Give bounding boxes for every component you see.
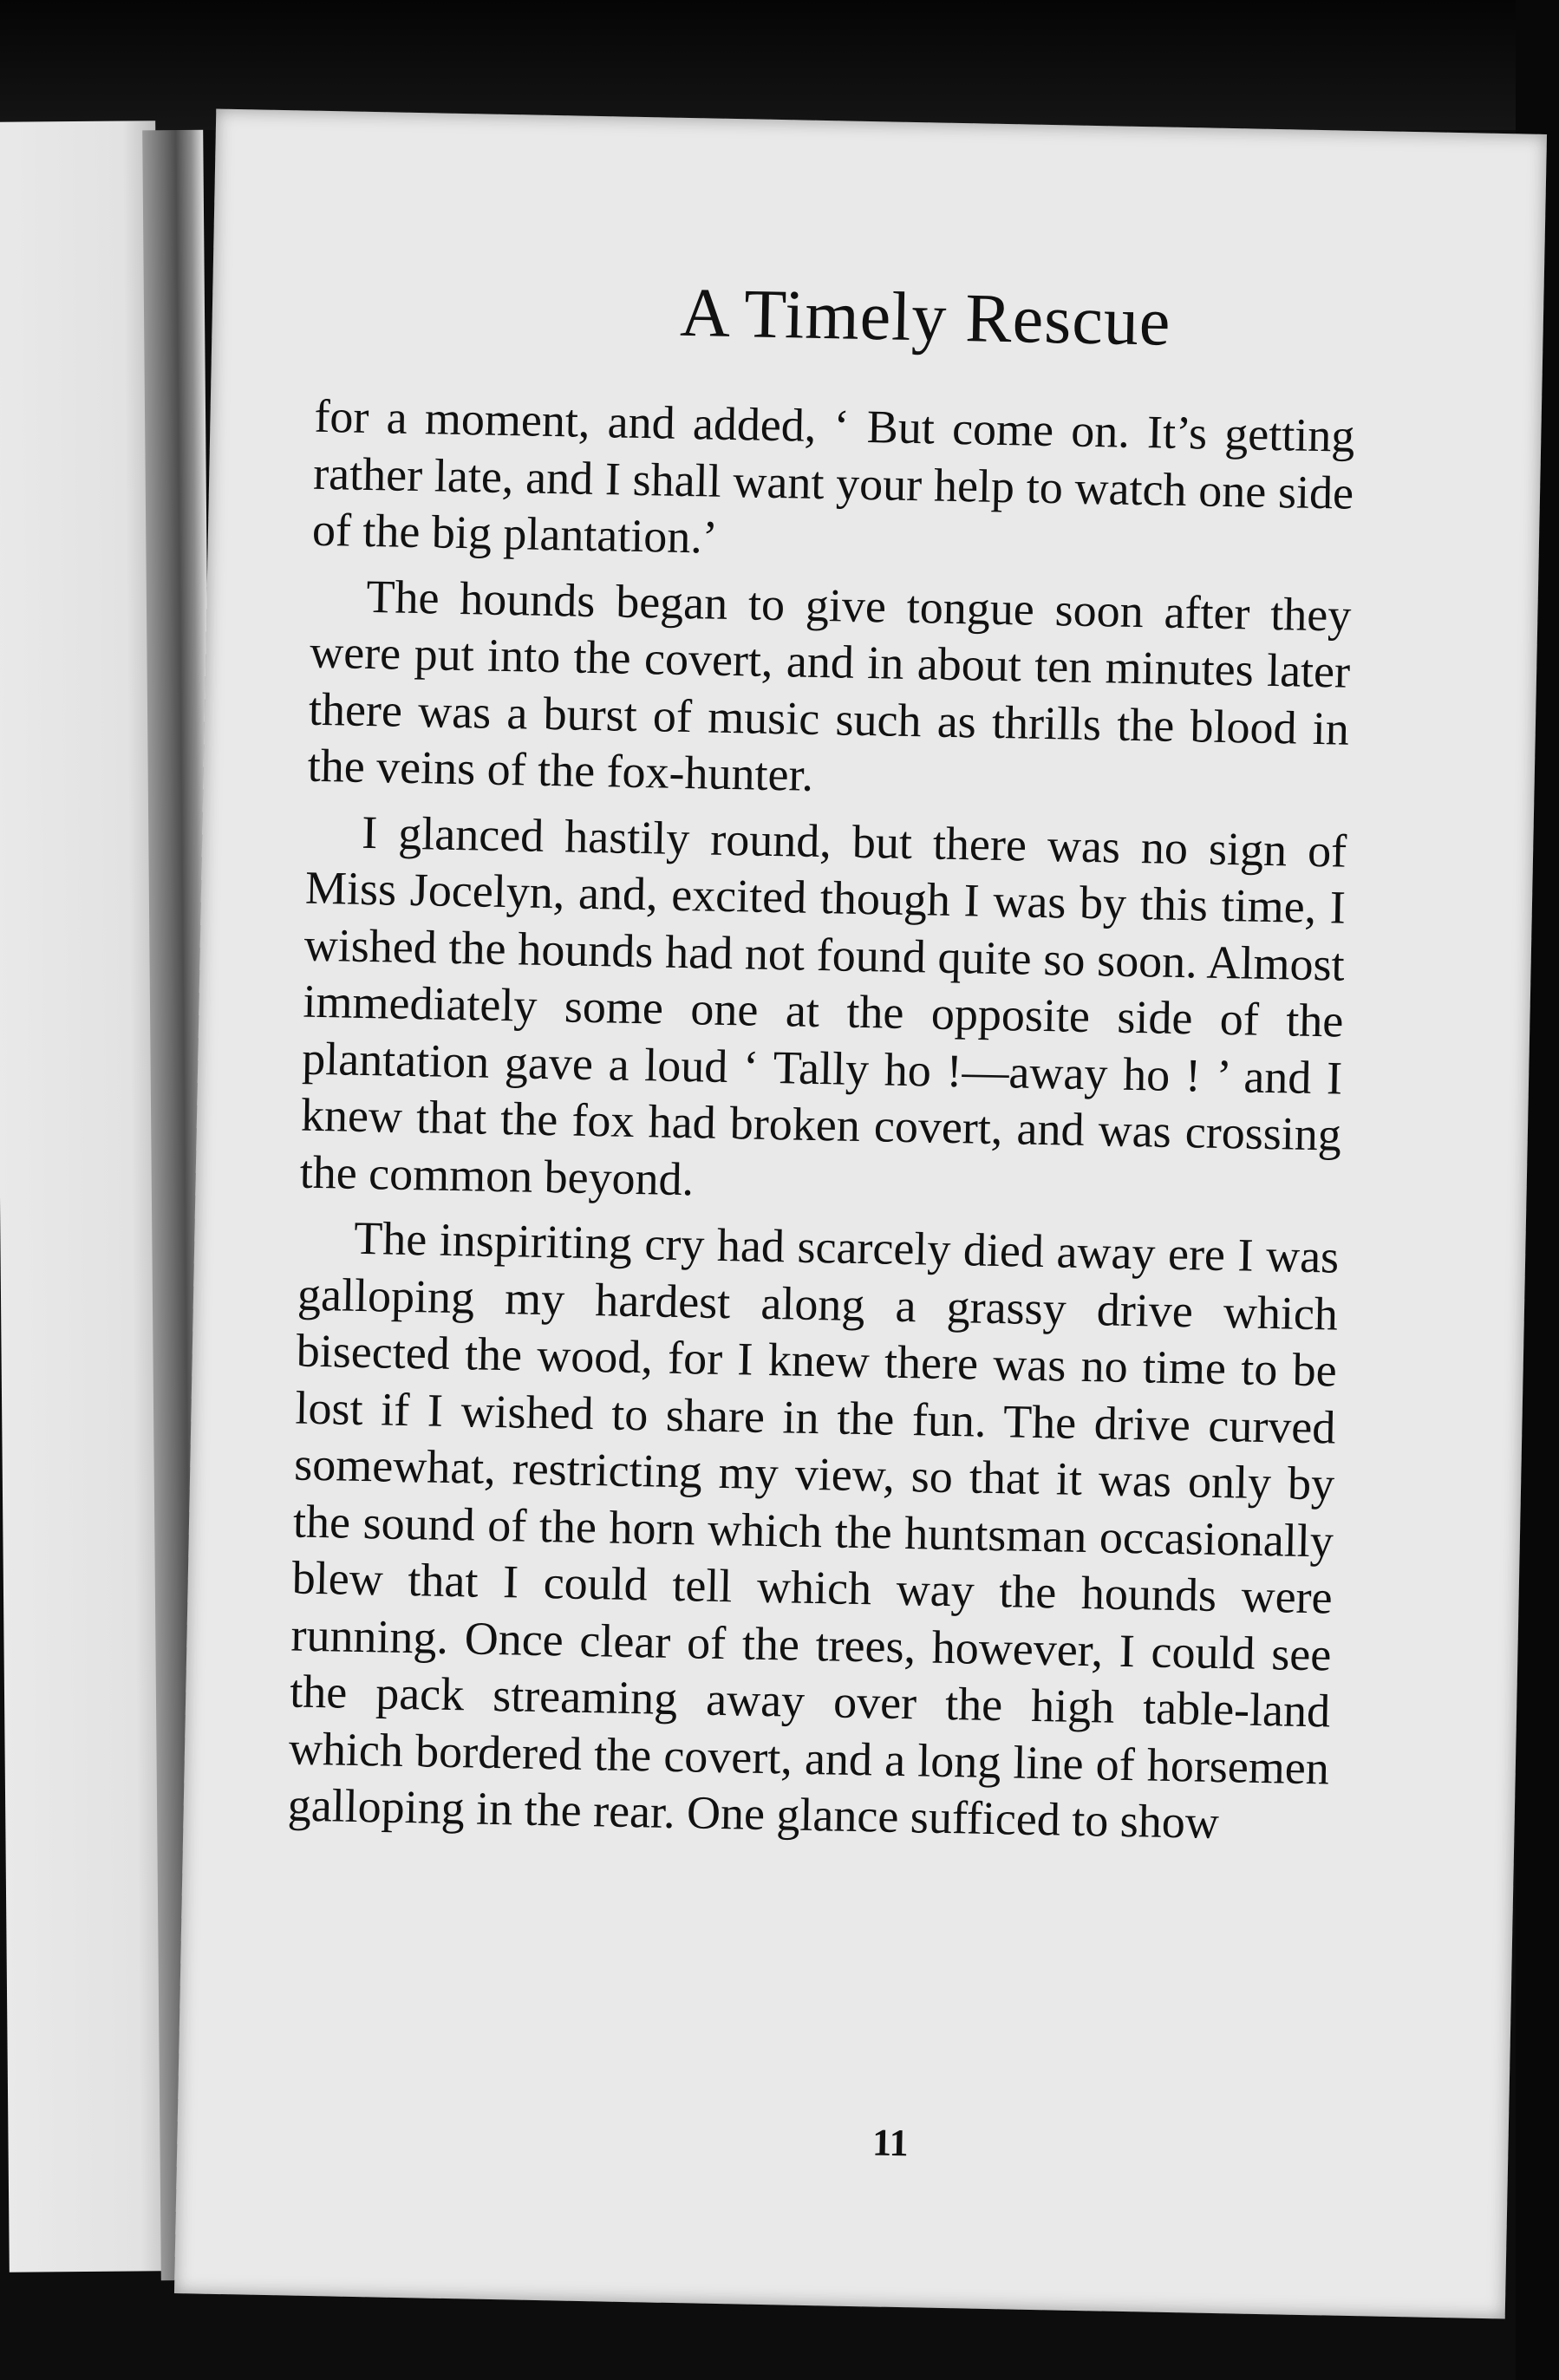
paragraph-3: I glanced hastily round, but there was no sign of Miss Jocelyn, and, excited though I was by this time, I wished the hounds had not found quite so soon. Almost immediately some one at the opposite side of the plantation gave a loud ‘ Tally ho !—away ho ! ’ and I knew that the fox had broken covert, and was crossing the common beyond. (299, 805, 1347, 1205)
book-page (174, 108, 1547, 2318)
page-number: 11 (871, 2121, 910, 2165)
running-head: A Timely Rescue (679, 274, 1172, 361)
paragraph-1: for a moment, and added, ‘ But come on. It’s getting rather late, and I shall want your help to watch one side of the big plantation.’ (311, 389, 1355, 564)
body-text (287, 388, 1355, 1854)
paragraph-4: The inspiriting cry had scarcely died away ere I was galloping my hardest along a grassy drive which bisected the wood, for I knew there was no time to be lost if I wished to share in the fun. The drive curved somewhat, restricting my view, so that it was only by the sound of the horn which the huntsman occasionally blew that I could tell which way the hounds were running. Once clear of the trees, however, I could see the pack streaming away over the high table-land which bordered the covert, and a long line of horsemen galloping in the rear. One glance sufficed to show (287, 1211, 1340, 1849)
paragraph-2: The hounds began to give tongue soon after they were put into the covert, and in about ten minutes later there was a burst of music such as thrills the blood in the veins of the fox-hunter. (307, 570, 1352, 801)
